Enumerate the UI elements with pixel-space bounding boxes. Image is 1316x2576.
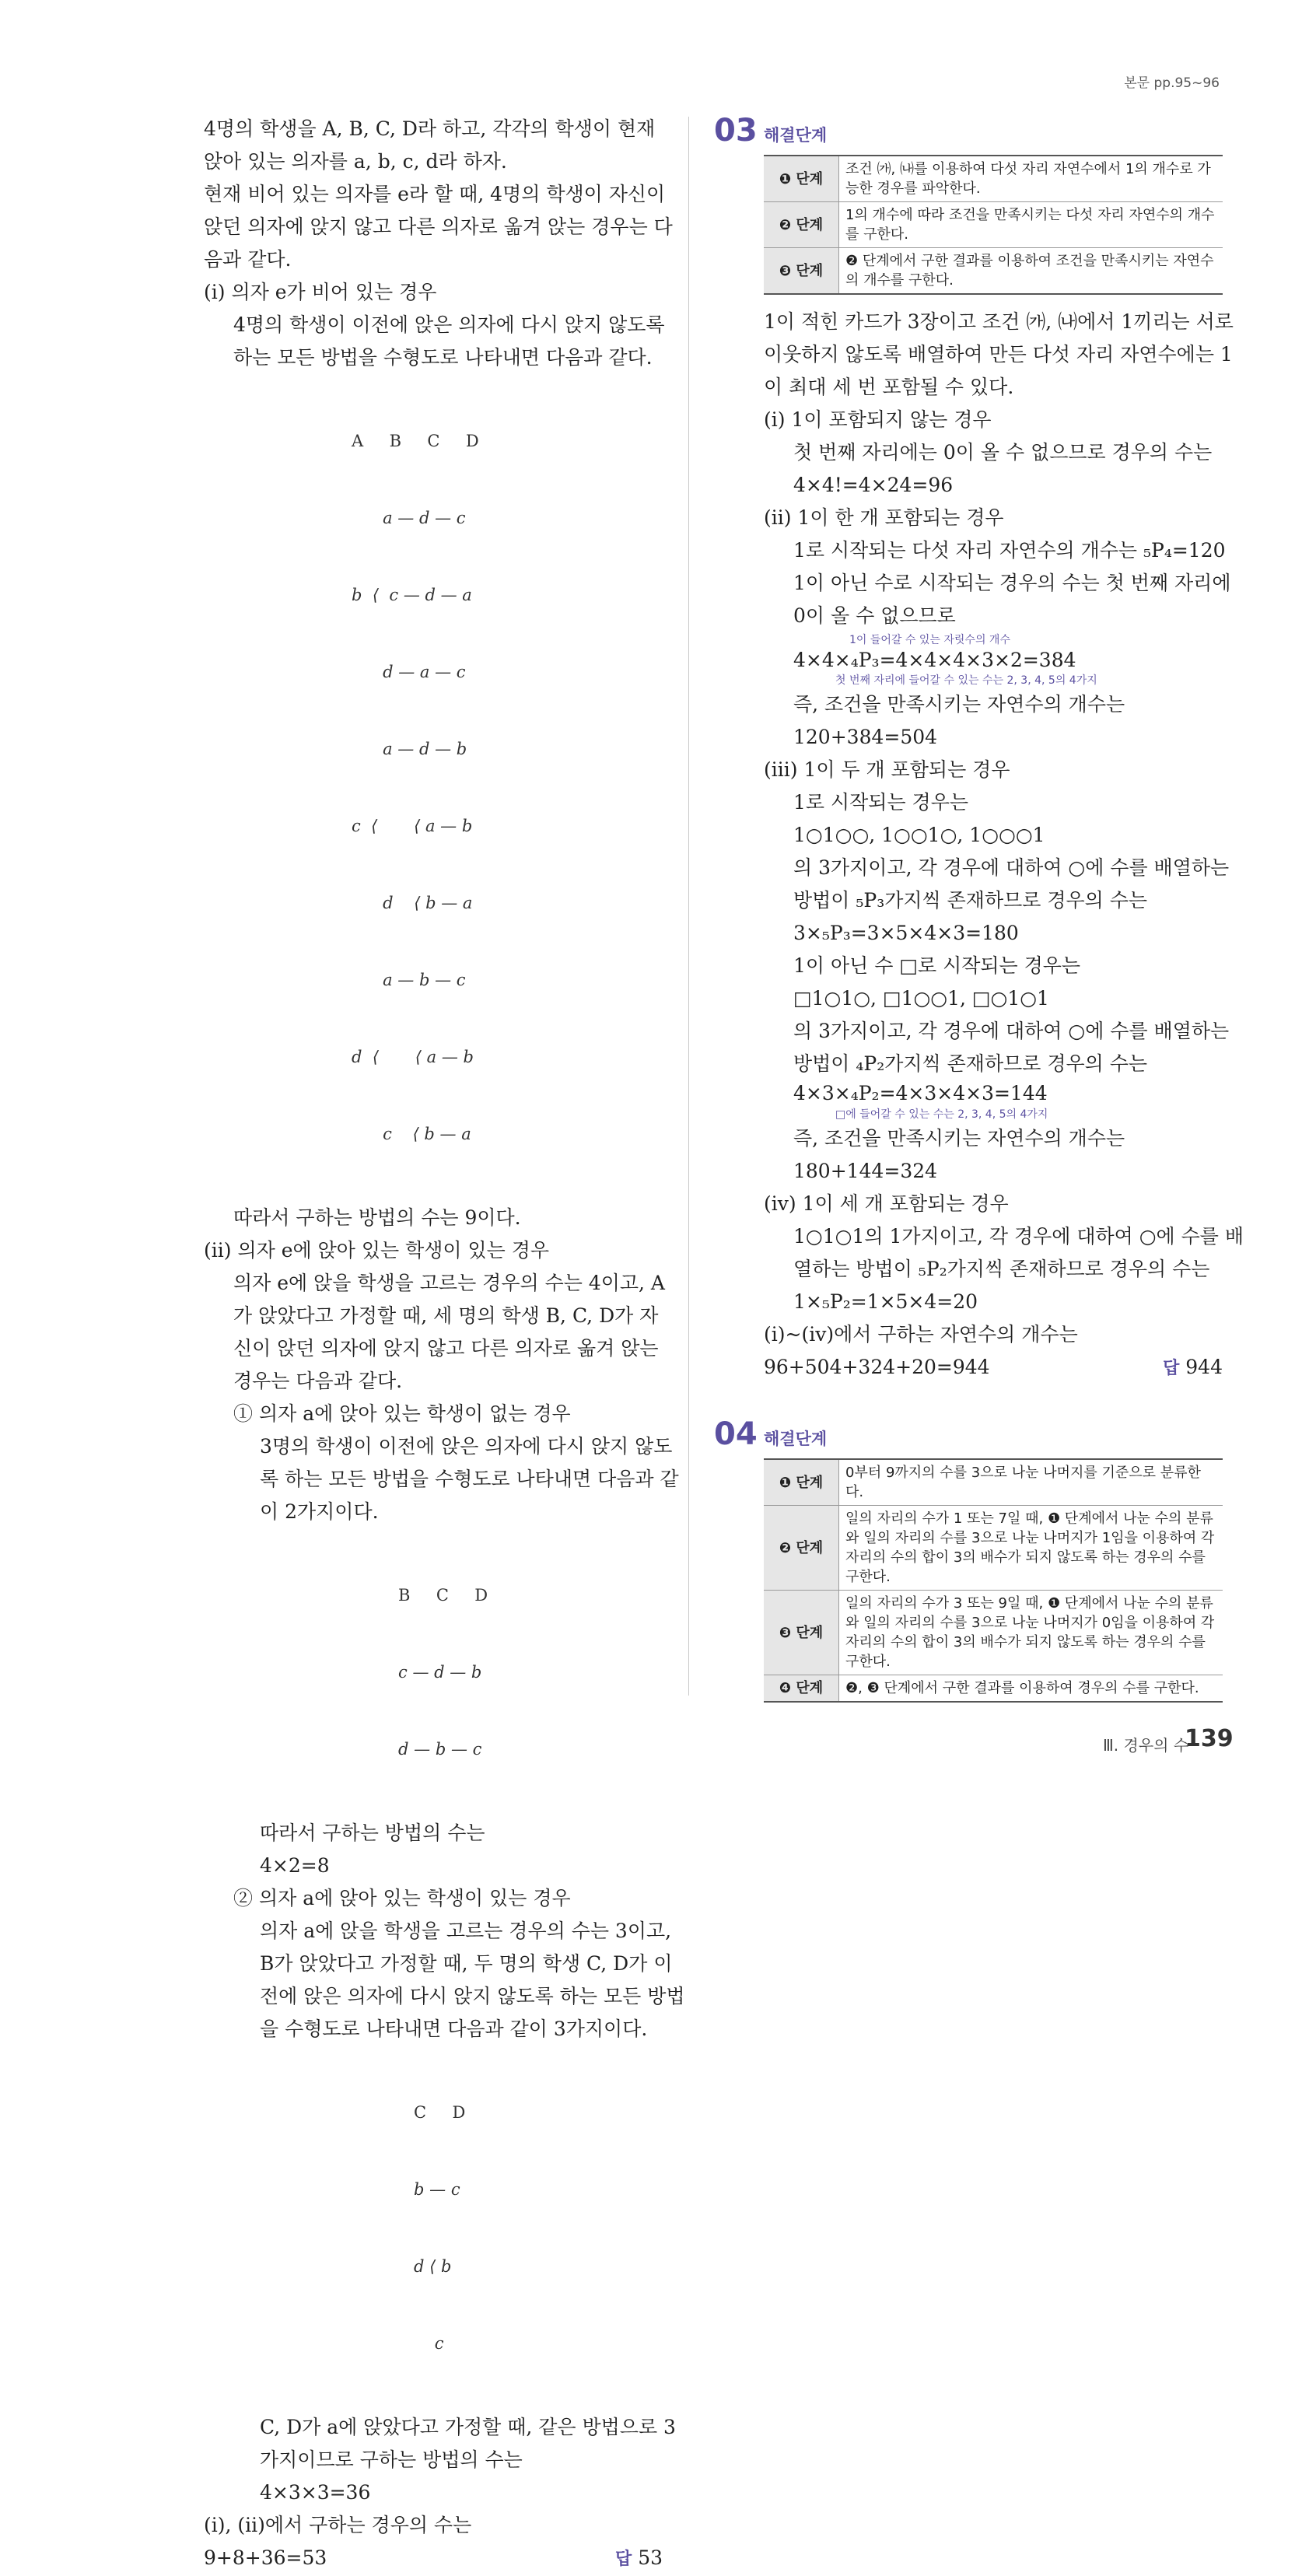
subcase-result: C, D가 a에 앉았다고 가정할 때, 같은 방법으로 3: [260, 2416, 676, 2438]
subcase-text: 3명의 학생이 이전에 앉은 의자에 다시 앉지 않도: [260, 1435, 673, 1458]
subcase-result: 따라서 구하는 방법의 수는: [260, 1822, 485, 1844]
case-text: 가 앉았다고 가정할 때, 세 명의 학생 B, C, D가 자: [233, 1304, 659, 1327]
case-result: 즉, 조건을 만족시키는 자연수의 개수는: [793, 1127, 1125, 1150]
problem-number: 03: [714, 113, 758, 149]
tree-row: B C D: [383, 1586, 488, 1605]
case-text: 1이 아닌 수 □로 시작되는 경우는: [793, 954, 1081, 977]
step-label: ❸ 단계: [764, 1591, 839, 1675]
problem-header-03: [714, 113, 1223, 149]
case-text: □1○1○, □1○○1, □○1○1: [793, 987, 1049, 1010]
case-title: (ⅰ) 1이 포함되지 않는 경우: [764, 408, 992, 431]
problem-title: 해결단계: [764, 1430, 828, 1448]
answer-value: 53: [638, 2546, 663, 2569]
subcase-text: 록 하는 모든 방법을 수형도로 나타내면 다음과 같: [260, 1468, 679, 1490]
case-title: (ⅳ) 1이 세 개 포함되는 경우: [764, 1192, 1009, 1215]
step-label: ❸ 단계: [764, 248, 839, 295]
case-title: (ⅱ) 의자 e에 앉아 있는 학생이 있는 경우: [204, 1239, 550, 1262]
tree-diagram-3: [204, 2049, 663, 2408]
case-text: 4명의 학생이 이전에 앉은 의자에 다시 앉지 않도록: [233, 313, 665, 336]
case-expression: 4×3×₄P₂=4×3×4×3=144: [793, 1082, 1048, 1104]
chapter-title: Ⅲ. 경우의 수: [1103, 1736, 1189, 1755]
subcase-text: 전에 앉은 의자에 다시 앉지 않도록 하는 모든 방법: [260, 1985, 685, 2007]
case-text: 1×₅P₂=1×5×4=20: [793, 1290, 978, 1313]
case-title: (ⅱ) 1이 한 개 포함되는 경우: [764, 506, 1004, 529]
step-row: [764, 1506, 1223, 1591]
tree-row: b — c: [398, 2180, 460, 2199]
case-text: 경우는 다음과 같다.: [233, 1370, 403, 1392]
tree-row: a — d — c: [320, 509, 466, 527]
case-text: 방법이 ₅P₃가지씩 존재하므로 경우의 수는: [793, 889, 1148, 912]
solution-steps-table-04: [764, 1458, 1223, 1703]
step-text: 일의 자리의 수가 3 또는 9일 때, ❶ 단계에서 나눈 수의 분류와 일의 자리의 수를 3으로 나눈 나머지가 0임을 이용하여 각 자리의 수의 합이 3의 배수가 되지 않도록 하는 경우의 수를 구한다.: [839, 1591, 1223, 1675]
answer-row: [204, 2542, 663, 2576]
subcase-title: ② 의자 a에 앉아 있는 학생이 있는 경우: [233, 1887, 571, 1909]
intro-line: 1이 적힌 카드가 3장이고 조건 ㈎, ㈏에서 1끼리는 서로: [764, 310, 1234, 333]
answer: [1163, 1351, 1223, 1385]
case-text: 첫 번째 자리에는 0이 올 수 없으므로 경우의 수는: [793, 441, 1213, 464]
case-text: 방법이 ₄P₂가지씩 존재하므로 경우의 수는: [793, 1052, 1148, 1075]
case-text: 1이 아닌 수로 시작되는 경우의 수는 첫 번째 자리에: [793, 572, 1231, 594]
tree-diagram-2: [204, 1531, 663, 1814]
subcase-title: ① 의자 a에 앉아 있는 학생이 없는 경우: [233, 1402, 571, 1425]
subcase-result: 4×3×3=36: [260, 2481, 371, 2504]
step-row: [764, 202, 1223, 248]
step-label: ❶ 단계: [764, 1459, 839, 1506]
case-result: 180+144=324: [793, 1160, 938, 1182]
case-text: 의자 e에 앉을 학생을 고르는 경우의 수는 4이고, A: [233, 1272, 665, 1294]
tree-row: a — d — b: [320, 740, 467, 758]
case-text: 1로 시작되는 다섯 자리 자연수의 개수는 ₅P₄=120: [793, 539, 1226, 562]
answer-value: 944: [1185, 1356, 1223, 1378]
step-label: ❷ 단계: [764, 1506, 839, 1591]
tree-row: A B C D: [320, 432, 479, 450]
case-title: (ⅲ) 1이 두 개 포함되는 경우: [764, 758, 1010, 781]
case-result: 따라서 구하는 방법의 수는 9이다.: [233, 1206, 521, 1229]
case-title: (ⅰ) 의자 e가 비어 있는 경우: [204, 281, 437, 303]
subcase-text: 의자 a에 앉을 학생을 고르는 경우의 수는 3이고,: [260, 1920, 672, 1942]
tree-diagram-1: [204, 377, 663, 1199]
answer-tag: 답: [1163, 1359, 1180, 1378]
intro-line: 4명의 학생을 A, B, C, D라 하고, 각각의 학생이 현재: [204, 117, 656, 140]
tree-row: c: [398, 2334, 444, 2353]
step-label: ❶ 단계: [764, 156, 839, 202]
problem-number: 04: [714, 1416, 758, 1452]
intro-line: 앉던 의자에 앉지 않고 다른 의자로 옮겨 앉는 경우는 다: [204, 215, 673, 238]
answer: [615, 2542, 663, 2576]
left-column: [204, 113, 685, 2576]
tree-row: c — d — b: [383, 1663, 482, 1682]
annotation-note: 첫 번째 자리에 들어갈 수 있는 수는 2, 3, 4, 5의 4가지: [835, 674, 1097, 687]
final-expression: 9+8+36=53: [204, 2546, 327, 2569]
final-expression: 96+504+324+20=944: [764, 1356, 990, 1378]
tree-row: b ⟨ c — d — a: [320, 586, 472, 604]
step-text: 조건 ㈎, ㈏를 이용하여 다섯 자리 자연수에서 1의 개수로 가능한 경우를 파악한다.: [839, 156, 1223, 202]
step-row: [764, 156, 1223, 202]
case-text: 1로 시작되는 경우는: [793, 791, 968, 814]
case-text: 1○1○○, 1○○1○, 1○○○1: [793, 824, 1045, 846]
intro-line: 앉아 있는 의자를 a, b, c, d라 하자.: [204, 150, 507, 173]
step-label: ❷ 단계: [764, 202, 839, 248]
intro-line: 음과 같다.: [204, 248, 292, 271]
case-result: 120+384=504: [793, 726, 938, 748]
case-text: 4×4!=4×24=96: [793, 474, 954, 496]
case-text: 열하는 방법이 ₅P₂가지씩 존재하므로 경우의 수는: [793, 1258, 1210, 1280]
case-text: 0이 올 수 없으므로: [793, 604, 956, 627]
right-column: [714, 113, 1244, 1713]
page-number: 139: [1185, 1725, 1234, 1752]
step-text: ❷ 단계에서 구한 결과를 이용하여 조건을 만족시키는 자연수의 개수를 구한다.: [839, 248, 1223, 295]
tree-row: a — b — c: [320, 971, 466, 989]
column-divider: [688, 117, 689, 1696]
annotation-note: □에 들어갈 수 있는 수는 2, 3, 4, 5의 4가지: [835, 1108, 1048, 1121]
tree-row: c ⟨ b — a: [320, 1125, 471, 1143]
subcase-result: 가지이므로 구하는 방법의 수는: [260, 2448, 523, 2471]
intro-line: 이웃하지 않도록 배열하여 만든 다섯 자리 자연수에는 1: [764, 343, 1233, 366]
answer-tag: 답: [614, 2550, 632, 2569]
step-row: [764, 1459, 1223, 1506]
case-text: 1○1○1의 1가지이고, 각 경우에 대하여 ○에 수를 배: [793, 1225, 1244, 1248]
case-text: 하는 모든 방법을 수형도로 나타내면 다음과 같다.: [233, 346, 653, 369]
step-text: 1의 개수에 따라 조건을 만족시키는 다섯 자리 자연수의 개수를 구한다.: [839, 202, 1223, 248]
step-text: ❷, ❸ 단계에서 구한 결과를 이용하여 경우의 수를 구한다.: [839, 1675, 1223, 1703]
step-row: [764, 248, 1223, 295]
page-reference: 본문 pp.95~96: [1124, 75, 1220, 91]
case-result: 즉, 조건을 만족시키는 자연수의 개수는: [793, 693, 1125, 716]
case-expression: 4×4×₄P₃=4×4×4×3×2=384: [793, 649, 1076, 671]
tree-row: d ⟨ b: [398, 2257, 452, 2276]
step-text: 일의 자리의 수가 1 또는 7일 때, ❶ 단계에서 나눈 수의 분류와 일의 자리의 수를 3으로 나눈 나머지가 1임을 이용하여 각 자리의 수의 합이 3의 배수가 되지 않도록 하는 경우의 수를 구한다.: [839, 1506, 1223, 1591]
subcase-text: 이 2가지이다.: [260, 1500, 379, 1523]
subcase-text: B가 앉았다고 가정할 때, 두 명의 학생 C, D가 이: [260, 1952, 673, 1975]
problem-title: 해결단계: [764, 126, 828, 145]
subcase-text: 을 수형도로 나타내면 다음과 같이 3가지이다.: [260, 2018, 648, 2040]
tree-row: d — a — c: [320, 663, 466, 681]
final-title: (ⅰ)~(ⅳ)에서 구하는 자연수의 개수는: [764, 1323, 1078, 1346]
step-label: ❹ 단계: [764, 1675, 839, 1703]
intro-line: 이 최대 세 번 포함될 수 있다.: [764, 376, 1014, 398]
step-row: [764, 1591, 1223, 1675]
tree-row: d ⟨ b — a: [320, 894, 473, 912]
final-title: (ⅰ), (ⅱ)에서 구하는 경우의 수는: [204, 2514, 472, 2536]
case-text: 신이 앉던 의자에 앉지 않고 다른 의자로 옮겨 앉는: [233, 1337, 659, 1360]
tree-row: c ⟨ ⟨ a — b: [320, 817, 473, 835]
step-row: [764, 1675, 1223, 1703]
annotation-note: 1이 들어갈 수 있는 자릿수의 개수: [849, 634, 1010, 646]
tree-row: d — b — c: [383, 1740, 482, 1759]
step-text: 0부터 9까지의 수를 3으로 나눈 나머지를 기준으로 분류한다.: [839, 1459, 1223, 1506]
subcase-result: 4×2=8: [260, 1854, 330, 1877]
case-text: 3×₅P₃=3×5×4×3=180: [793, 922, 1019, 944]
intro-line: 현재 비어 있는 의자를 e라 할 때, 4명의 학생이 자신이: [204, 183, 666, 205]
problem-header-04: [714, 1416, 1223, 1452]
solution-steps-table-03: [764, 155, 1223, 295]
case-text: 의 3가지이고, 각 경우에 대하여 ○에 수를 배열하는: [793, 1020, 1230, 1042]
tree-row: d ⟨ ⟨ a — b: [320, 1048, 474, 1066]
case-text: 의 3가지이고, 각 경우에 대하여 ○에 수를 배열하는: [793, 856, 1230, 879]
tree-row: C D: [398, 2103, 466, 2122]
answer-row: [764, 1351, 1223, 1385]
